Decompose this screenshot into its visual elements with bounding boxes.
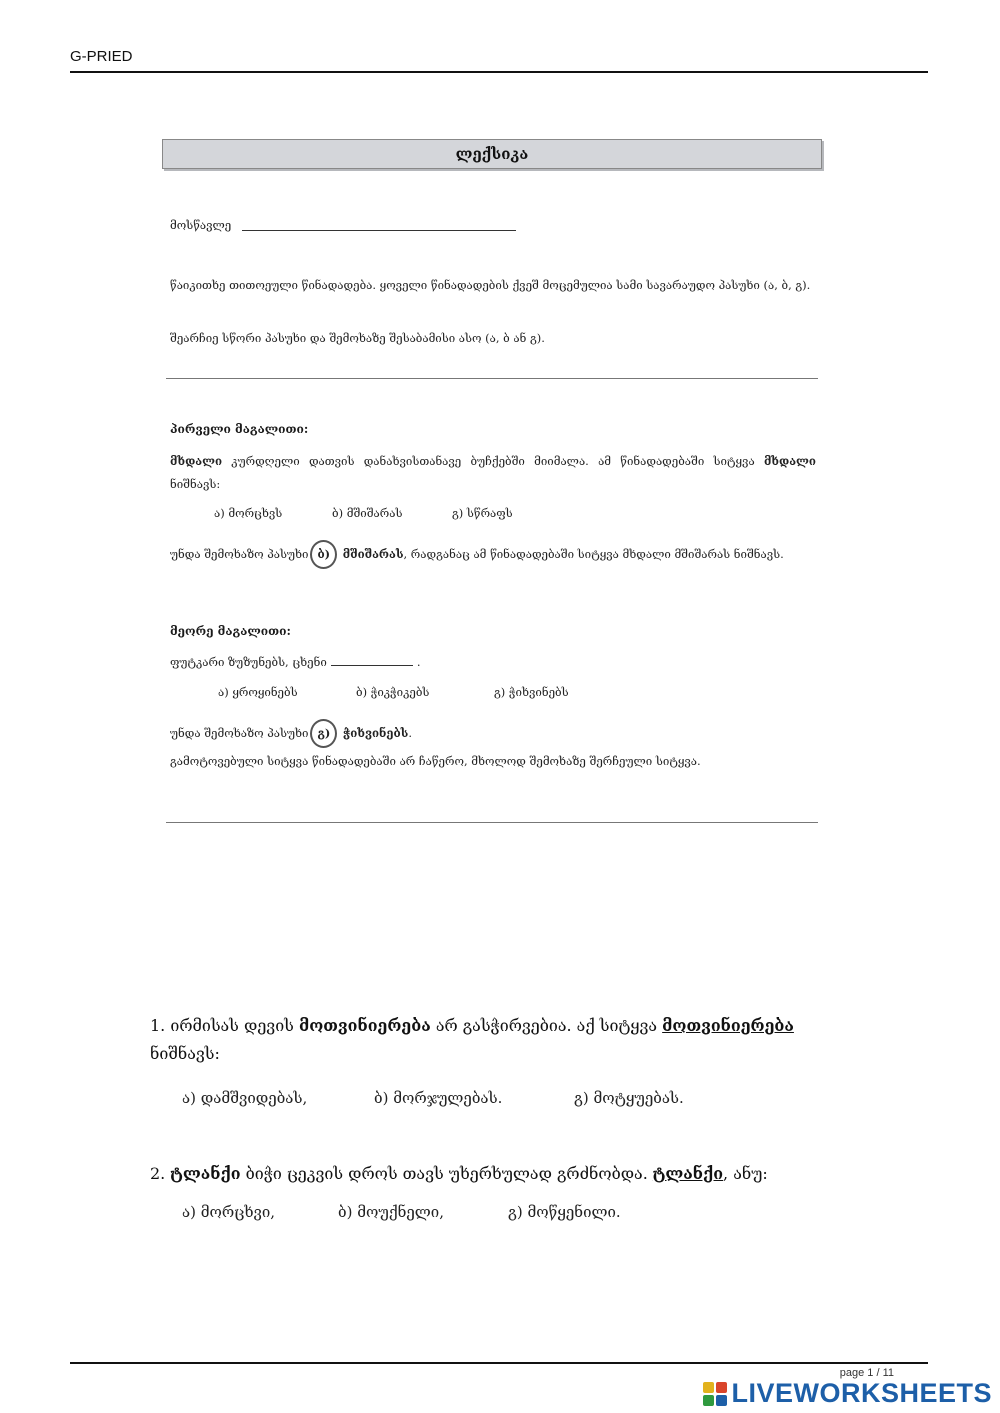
- example2-answer: უნდა შემოხაზო პასუხი გ) ჭიხვინებს.: [170, 719, 412, 748]
- student-label: მოსწავლე: [170, 218, 232, 232]
- example2-option-c: გ) ჭიხვინებს: [494, 685, 569, 699]
- question-1-options: [182, 1089, 684, 1107]
- example2-note: გამოტოვებული სიტყვა წინადადებაში არ ჩაწერო, მხოლოდ შემოხაზე შერჩეული სიტყვა.: [170, 754, 701, 768]
- instruction-2: შეარჩიე სწორი პასუხი და შემოხაზე შესაბამისი ასო (ა, ბ ან გ).: [170, 331, 545, 345]
- question-2: 2. ტლანქი ბიჭი ცეკვის დროს თავს უხერხულად გრძნობდა. ტლანქი, ანუ:: [150, 1164, 768, 1183]
- question-1: 1. ირმისას დევის მოთვინიერება არ გასჭირვებია. აქ სიტყვა მოთვინიერება ნიშნავს:: [150, 1016, 794, 1063]
- example2-options: [218, 681, 569, 704]
- question-2-option-a[interactable]: ა) მორცხვი,: [182, 1203, 276, 1221]
- worksheet-title: ლექსიკა: [162, 139, 822, 169]
- example2-heading: მეორე მაგალითი:: [170, 624, 291, 638]
- example1-answer: უნდა შემოხაზო პასუხი ბ) მშიშარას, რადგანაც ამ წინადადებაში სიტყვა მხდალი მშიშარას ნიშნავს.: [170, 540, 816, 569]
- instruction-1: წაიკითხე თითოეული წინადადება. ყოველი წინადადების ქვეშ მოცემულია სამი სავარაუდო პასუხი (ა, ბ, გ).: [170, 278, 811, 292]
- question-2-option-b[interactable]: ბ) მოუქნელი,: [338, 1203, 444, 1221]
- example1-heading: პირველი მაგალითი:: [170, 422, 309, 436]
- example1-option-b: ბ) მშიშარას: [332, 506, 403, 520]
- question-2-option-c[interactable]: გ) მოწყენილი.: [508, 1203, 621, 1221]
- student-name-line[interactable]: [242, 230, 516, 231]
- example2-blank: [331, 655, 413, 666]
- document-header: G-PRIED: [70, 48, 133, 65]
- question-1-option-c[interactable]: გ) მოტყუებას.: [574, 1089, 684, 1107]
- question-2-options: [182, 1203, 621, 1221]
- answer-circle: ბ): [310, 540, 337, 569]
- page-number: page 1 / 11: [839, 1367, 894, 1379]
- example1-option-a: ა) მორცხვს: [214, 506, 283, 520]
- logo-text: LIVEWORKSHEETS: [731, 1378, 992, 1408]
- example1-sentence: მხდალი კურდღელი დათვის დანახვისთანავე ბუჩქებში მიიმალა. ამ წინადადებაში სიტყვა მხდალი ნიშნავს:: [170, 454, 816, 491]
- divider: [166, 822, 818, 823]
- question-1-option-b[interactable]: ბ) მორჯულებას.: [374, 1089, 503, 1107]
- header-rule: [70, 71, 928, 73]
- liveworksheets-logo[interactable]: [703, 1380, 992, 1407]
- example2-option-a: ა) ყროყინებს: [218, 685, 298, 699]
- question-1-keyword: მოთვინიერება: [298, 1016, 431, 1035]
- logo-squares-icon: [703, 1382, 727, 1406]
- answer-circle: გ): [310, 719, 337, 748]
- example2-option-b: ბ) ჭიკჭიკებს: [356, 685, 430, 699]
- example1-options: [214, 502, 513, 525]
- question-2-keyword: ტლანქი: [170, 1164, 241, 1183]
- example2-sentence: ფუტკარი ზუზუნებს, ცხენი .: [170, 655, 421, 669]
- example1-option-c: გ) სწრაფს: [452, 506, 513, 520]
- question-1-option-a[interactable]: ა) დამშვიდებას,: [182, 1089, 308, 1107]
- example1-word: მხდალი: [170, 454, 223, 468]
- divider: [166, 378, 818, 379]
- footer-rule: [70, 1362, 928, 1364]
